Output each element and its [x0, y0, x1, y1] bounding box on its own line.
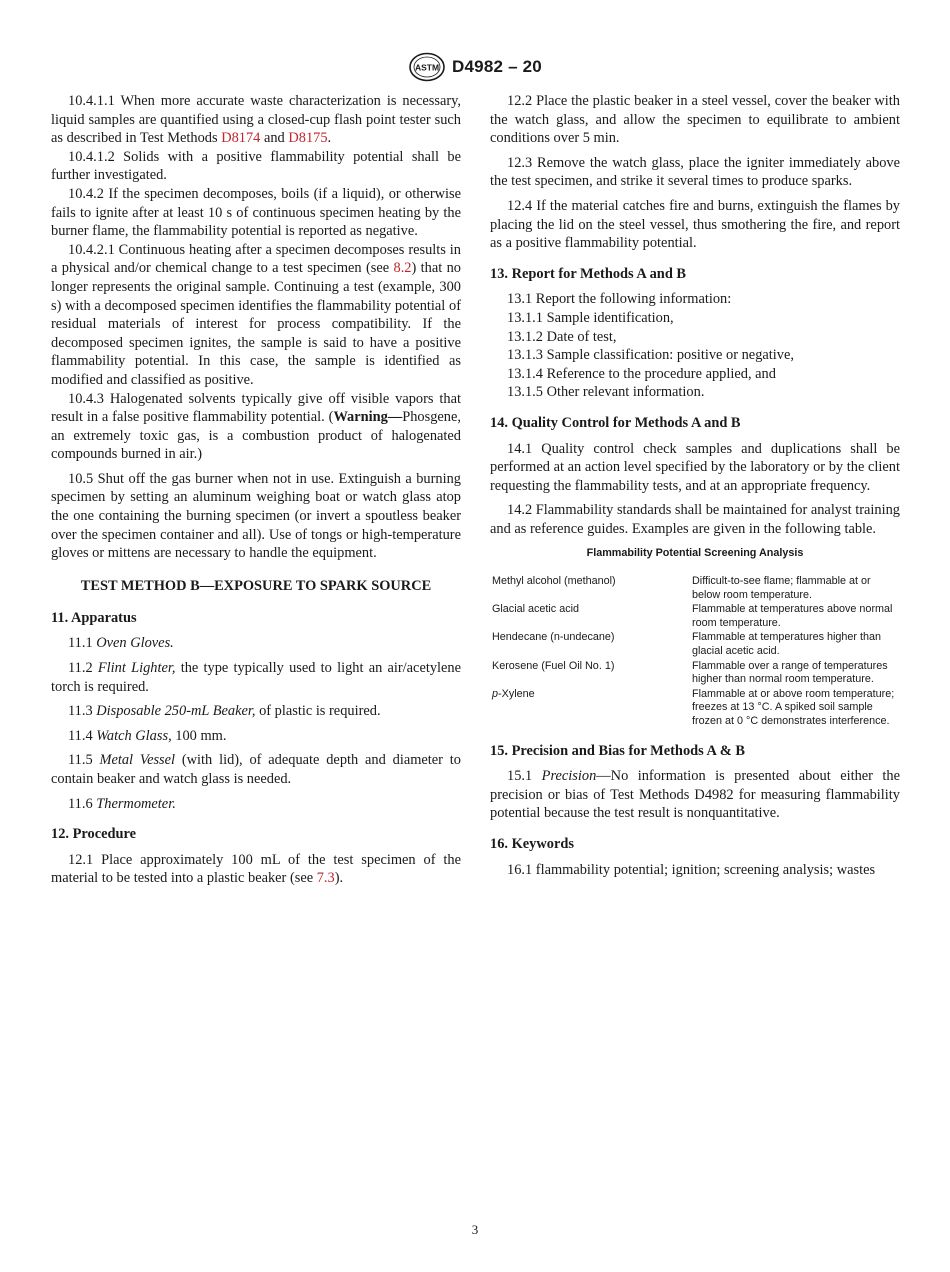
- item-11-5: 11.5 Metal Vessel (with lid), of adequate depth and diameter to contain beaker and watch glass is needed.: [51, 752, 461, 787]
- para-16-1: 16.1 flammability potential; ignition; screening analysis; wastes: [507, 861, 876, 878]
- table-cell-material: Hendecane (n-undecane): [492, 631, 615, 644]
- section-11-heading: 11. Apparatus: [51, 609, 137, 626]
- section-15-heading: 15. Precision and Bias for Methods A & B: [490, 742, 745, 759]
- astm-logo-icon: [408, 52, 446, 82]
- item-11-4: 11.4 Watch Glass, 100 mm.: [68, 727, 227, 744]
- report-item: 13.1 Report the following information:: [507, 291, 732, 308]
- para-14-1: 14.1 Quality control check samples and duplications shall be performed at an action level specified by the laboratory or by the client requesting the flammability tests, and at an appropriate frequency.: [490, 440, 900, 494]
- para-12-2: 12.2 Place the plastic beaker in a steel vessel, cover the beaker with the watch glass, and allow the specimen to equilibrate to ambient conditions over 5 min.: [490, 93, 900, 147]
- ref-link-8-2[interactable]: 8.2: [393, 260, 412, 277]
- item-11-1: 11.1 Oven Gloves.: [68, 635, 174, 652]
- table-cell-material: Glacial acetic acid: [492, 603, 580, 616]
- report-item: 13.1.2 Date of test,: [507, 328, 617, 345]
- para-10-4-3: 10.4.3 Halogenated solvents typically give off visible vapors that result in a false positive flammability potential. (Warning—Phosgene, an extremely toxic gas, is a combustion product of halogenated compounds burned in air.): [51, 390, 461, 463]
- item-11-2: 11.2 Flint Lighter, the type typically used to light an air/acetylene torch is required.: [51, 660, 461, 695]
- ref-link-7-3[interactable]: 7.3: [316, 870, 335, 887]
- ref-link-d8174[interactable]: D8174: [221, 130, 261, 147]
- flammability-table: [490, 575, 900, 730]
- table-row: [490, 660, 900, 688]
- report-item: 13.1.5 Other relevant information.: [507, 384, 705, 401]
- page-number: 3: [471, 1222, 479, 1237]
- table-cell-material: Kerosene (Fuel Oil No. 1): [492, 659, 615, 672]
- ref-link-d8175[interactable]: D8175: [288, 130, 328, 147]
- table-row: [490, 603, 900, 631]
- method-b-title: TEST METHOD B—EXPOSURE TO SPARK SOURCE: [80, 577, 432, 594]
- item-11-3: 11.3 Disposable 250-mL Beaker, of plastic is required.: [68, 703, 381, 720]
- table-cell-note: Flammable at or above room temperature; freezes at 13 °C. A spiked soil sample frozen at 0 °C demonstrates interference.: [692, 687, 895, 727]
- para-10-5: 10.5 Shut off the gas burner when not in use. Extinguish a burning specimen by setting an aluminum weighing boat or watch glass atop the one containing the burning specimen (or invert a spoutless beaker over the specimen container and all). Use of tongs or high-temperature gloves or mittens are necessary to handle the equipment.: [51, 470, 461, 562]
- page-header: [0, 52, 950, 82]
- report-item: 13.1.4 Reference to the procedure applied, and: [507, 365, 776, 382]
- logo-text: ASTM: [415, 62, 440, 73]
- table-title: Flammability Potential Screening Analysis: [586, 547, 804, 560]
- para-12-1: 12.1 Place approximately 100 mL of the test specimen of the material to be tested into a plastic beaker (see 7.3).: [51, 851, 461, 887]
- para-10-4-1-2: 10.4.1.2 Solids with a positive flammability potential shall be further investigated.: [51, 148, 461, 184]
- document-designation: D4982 – 20: [452, 57, 542, 76]
- section-12-heading: 12. Procedure: [51, 826, 136, 843]
- table-cell-material: Methyl alcohol (methanol): [492, 575, 616, 588]
- warning-label: Warning—: [333, 409, 403, 426]
- report-item: 13.1.1 Sample identification,: [507, 309, 674, 326]
- para-10-4-2-1: 10.4.2.1 Continuous heating after a specimen decomposes results in a physical and/or chemical change to a test specimen (see 8.2) that no longer represents the original sample. Continuing a test (example, 300 s) with a decomposed specimen identifies the flammability potential of residual materials of interest for process compatibility. If the decomposed specimen ignites, the sample is said to have a positive flammability potential. In this case, the sample is identified as modified and classified as positive.: [51, 241, 461, 388]
- table-cell-note: Flammable at temperatures above normal room temperature.: [692, 603, 893, 629]
- table-cell-note: Difficult-to-see flame; flammable at or below room temperature.: [692, 575, 871, 601]
- report-item: 13.1.3 Sample classification: positive or negative,: [507, 347, 794, 364]
- para-10-4-1-1: 10.4.1.1 When more accurate waste characterization is necessary, liquid samples are quantified using a closed-cup flash point tester such as described in Test Methods D8174 and D8175.: [51, 93, 461, 147]
- table-row: [490, 575, 900, 603]
- right-column: [490, 92, 900, 879]
- para-15-1: 15.1 Precision—No information is presented about either the precision or bias of Test Methods D4982 for measuring flammability potential because the test result is nonquantitative.: [490, 768, 901, 822]
- para-14-2: 14.2 Flammability standards shall be maintained for analyst training and as reference guides. Examples are given in the following table.: [490, 502, 900, 537]
- section-14-heading: 14. Quality Control for Methods A and B: [490, 414, 741, 431]
- table-cell-note: Flammable at temperatures higher than glacial acetic acid.: [692, 631, 882, 658]
- para-10-4-2: 10.4.2 If the specimen decomposes, boils (if a liquid), or otherwise fails to ignite after at least 10 s of continuous specimen heating by the burner flame, the flammability potential is reported as negative.: [51, 185, 461, 240]
- para-12-3: 12.3 Remove the watch glass, place the igniter immediately above the test specimen, and strike it several times to produce sparks.: [490, 154, 900, 190]
- table-cell-material: p-Xylene: [492, 687, 535, 700]
- left-column: [51, 92, 461, 888]
- table-row: [490, 688, 900, 730]
- table-cell-note: Flammable over a range of temperatures higher than normal room temperature.: [692, 659, 888, 686]
- item-11-6: 11.6 Thermometer.: [68, 795, 176, 812]
- section-13-heading: 13. Report for Methods A and B: [490, 265, 687, 282]
- table-row: [490, 631, 900, 659]
- para-12-4: 12.4 If the material catches fire and burns, extinguish the flames by placing the lid on the steel vessel, thus smothering the fire, and report as a positive flammability potential.: [490, 197, 900, 252]
- section-16-heading: 16. Keywords: [490, 835, 574, 852]
